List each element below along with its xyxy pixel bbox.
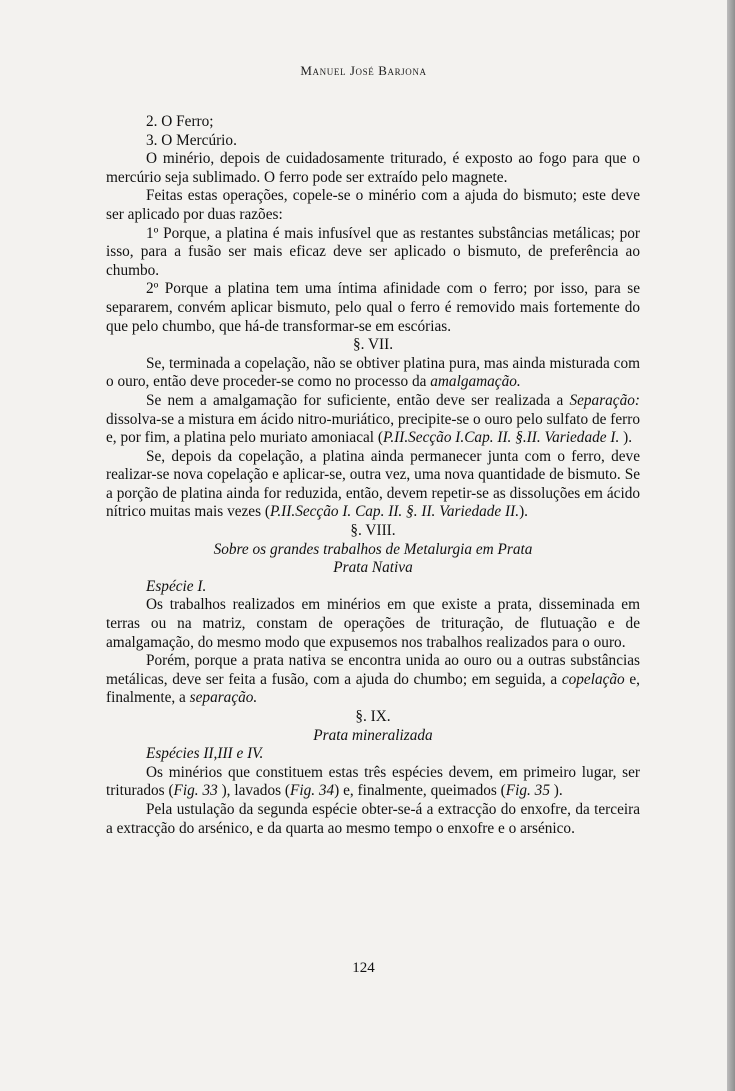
- text-run: 3. O Mercúrio.: [146, 131, 237, 149]
- text-run: §. VII.: [352, 336, 394, 354]
- paragraph: [106, 132, 640, 151]
- text-run: §. VIII.: [350, 522, 396, 540]
- text-run: dissolva-se a mistura em ácido nitro-muriático, precipite-se o ouro pelo sulfato de ferro e, por fim, a platina pelo muriato amoniacal (: [106, 410, 640, 447]
- text-run: Feitas estas operações, copele-se o minério com a ajuda do bismuto; este deve ser aplicado por duas razões:: [106, 187, 640, 223]
- italic-run: P.II.Secção I. Cap. II. §. II. Variedade II.: [269, 503, 520, 521]
- italic-run: Fig. 35: [505, 782, 550, 800]
- running-header: Manuel José Barjona: [300, 63, 427, 78]
- italic-run: Separação:: [569, 391, 640, 409]
- page-number: 124: [352, 960, 375, 976]
- italic-run: copelação: [561, 670, 625, 688]
- paragraph: [106, 355, 640, 392]
- italic-run: Fig. 33: [173, 782, 218, 800]
- text-run: 2º Porque a platina tem uma íntima afinidade com o ferro; por isso, para se separarem, convém aplicar bismuto, pelo qual o ferro é removido mais fortemente do que pelo chumbo, que há-de transformar-se em escórias.: [106, 280, 640, 335]
- text-run: ), lavados (: [217, 782, 290, 800]
- section-heading: [106, 708, 640, 727]
- text-run: 1º Porque, a platina é mais infusível que as restantes substâncias metálicas; por isso, para a fusão ser mais eficaz deve ser aplicado o bismuto, de preferência ao chumbo.: [106, 224, 640, 279]
- text-run: ) e, finalmente, queimados (: [334, 782, 506, 800]
- paragraph: [106, 392, 640, 448]
- section-heading: [106, 336, 640, 355]
- paragraph: [106, 150, 640, 187]
- page-body: [106, 113, 640, 838]
- text-run: §. IX.: [355, 708, 391, 725]
- section-heading: [106, 522, 640, 541]
- text-run: Os minérios que constituem estas três espécies devem, em primeiro lugar, ser triturados (: [106, 763, 640, 800]
- paragraph: [106, 448, 640, 522]
- paragraph: [106, 225, 640, 281]
- paragraph: [106, 652, 640, 708]
- text-run: Se nem a amalgamação for suficiente, então deve ser realizada a: [146, 391, 570, 409]
- paragraph: [106, 801, 640, 838]
- text-run: e, finalmente, a: [106, 670, 640, 707]
- italic-run: Sobre os grandes trabalhos de Metalurgia em Prata: [213, 540, 533, 558]
- text-run: 2. O Ferro;: [146, 113, 214, 130]
- text-run: Se, terminada a copelação, não se obtiver platina pura, mas ainda misturada com o ouro, então deve proceder-se como no processo da: [106, 354, 640, 391]
- italic-run: separação.: [189, 689, 258, 707]
- book-spine-shadow: [727, 0, 735, 1091]
- section-heading: [106, 727, 640, 746]
- italic-run: Espécies II,III e IV.: [146, 745, 264, 763]
- text-run: Os trabalhos realizados em minérios em que existe a prata, disseminada em terras ou na matriz, constam de operações de trituração, de flutuação e de amalgamação, do mesmo modo que expusemos nos trabalhos realizados para o ouro.: [106, 596, 640, 651]
- section-heading: [106, 559, 640, 578]
- paragraph: [106, 596, 640, 652]
- paragraph: [106, 578, 640, 597]
- paragraph: [106, 113, 640, 132]
- section-heading: [106, 541, 640, 560]
- text-run: ).: [549, 782, 563, 800]
- italic-run: amalgamação.: [430, 373, 521, 391]
- italic-run: Fig. 34: [289, 782, 335, 800]
- paragraph: [106, 764, 640, 801]
- paragraph: [106, 187, 640, 224]
- text-run: Pela ustulação da segunda espécie obter-se-á a extracção do enxofre, da terceira a extracção do arsénico, e da quarta ao mesmo tempo o enxofre e o arsénico.: [106, 800, 640, 837]
- text-run: ).: [519, 503, 528, 521]
- text-run: O minério, depois de cuidadosamente triturado, é exposto ao fogo para que o mercúrio seja sublimado. O ferro pode ser extraído pelo magnete.: [106, 150, 640, 186]
- text-run: Se, depois da copelação, a platina ainda permanecer junta com o ferro, deve realizar-se nova copelação e aplicar-se, outra vez, uma nova quantidade de bismuto. Se a porção de platina ainda for reduzida, então, devem repetir-se as dissoluções em ácido nítrico muitas mais vezes (: [106, 447, 640, 521]
- paragraph: [106, 280, 640, 336]
- italic-run: Prata Nativa: [333, 559, 413, 577]
- italic-run: P.II.Secção I.Cap. II. §.II. Variedade I.: [382, 429, 620, 447]
- italic-run: Prata mineralizada: [313, 726, 433, 744]
- italic-run: Espécie I.: [146, 577, 207, 595]
- paragraph: [106, 745, 640, 764]
- text-run: ).: [619, 429, 633, 447]
- text-run: Porém, porque a prata nativa se encontra unida ao ouro ou a outras substâncias metálicas, deve ser feita a fusão, com a ajuda do chumbo; em seguida, a: [106, 652, 640, 688]
